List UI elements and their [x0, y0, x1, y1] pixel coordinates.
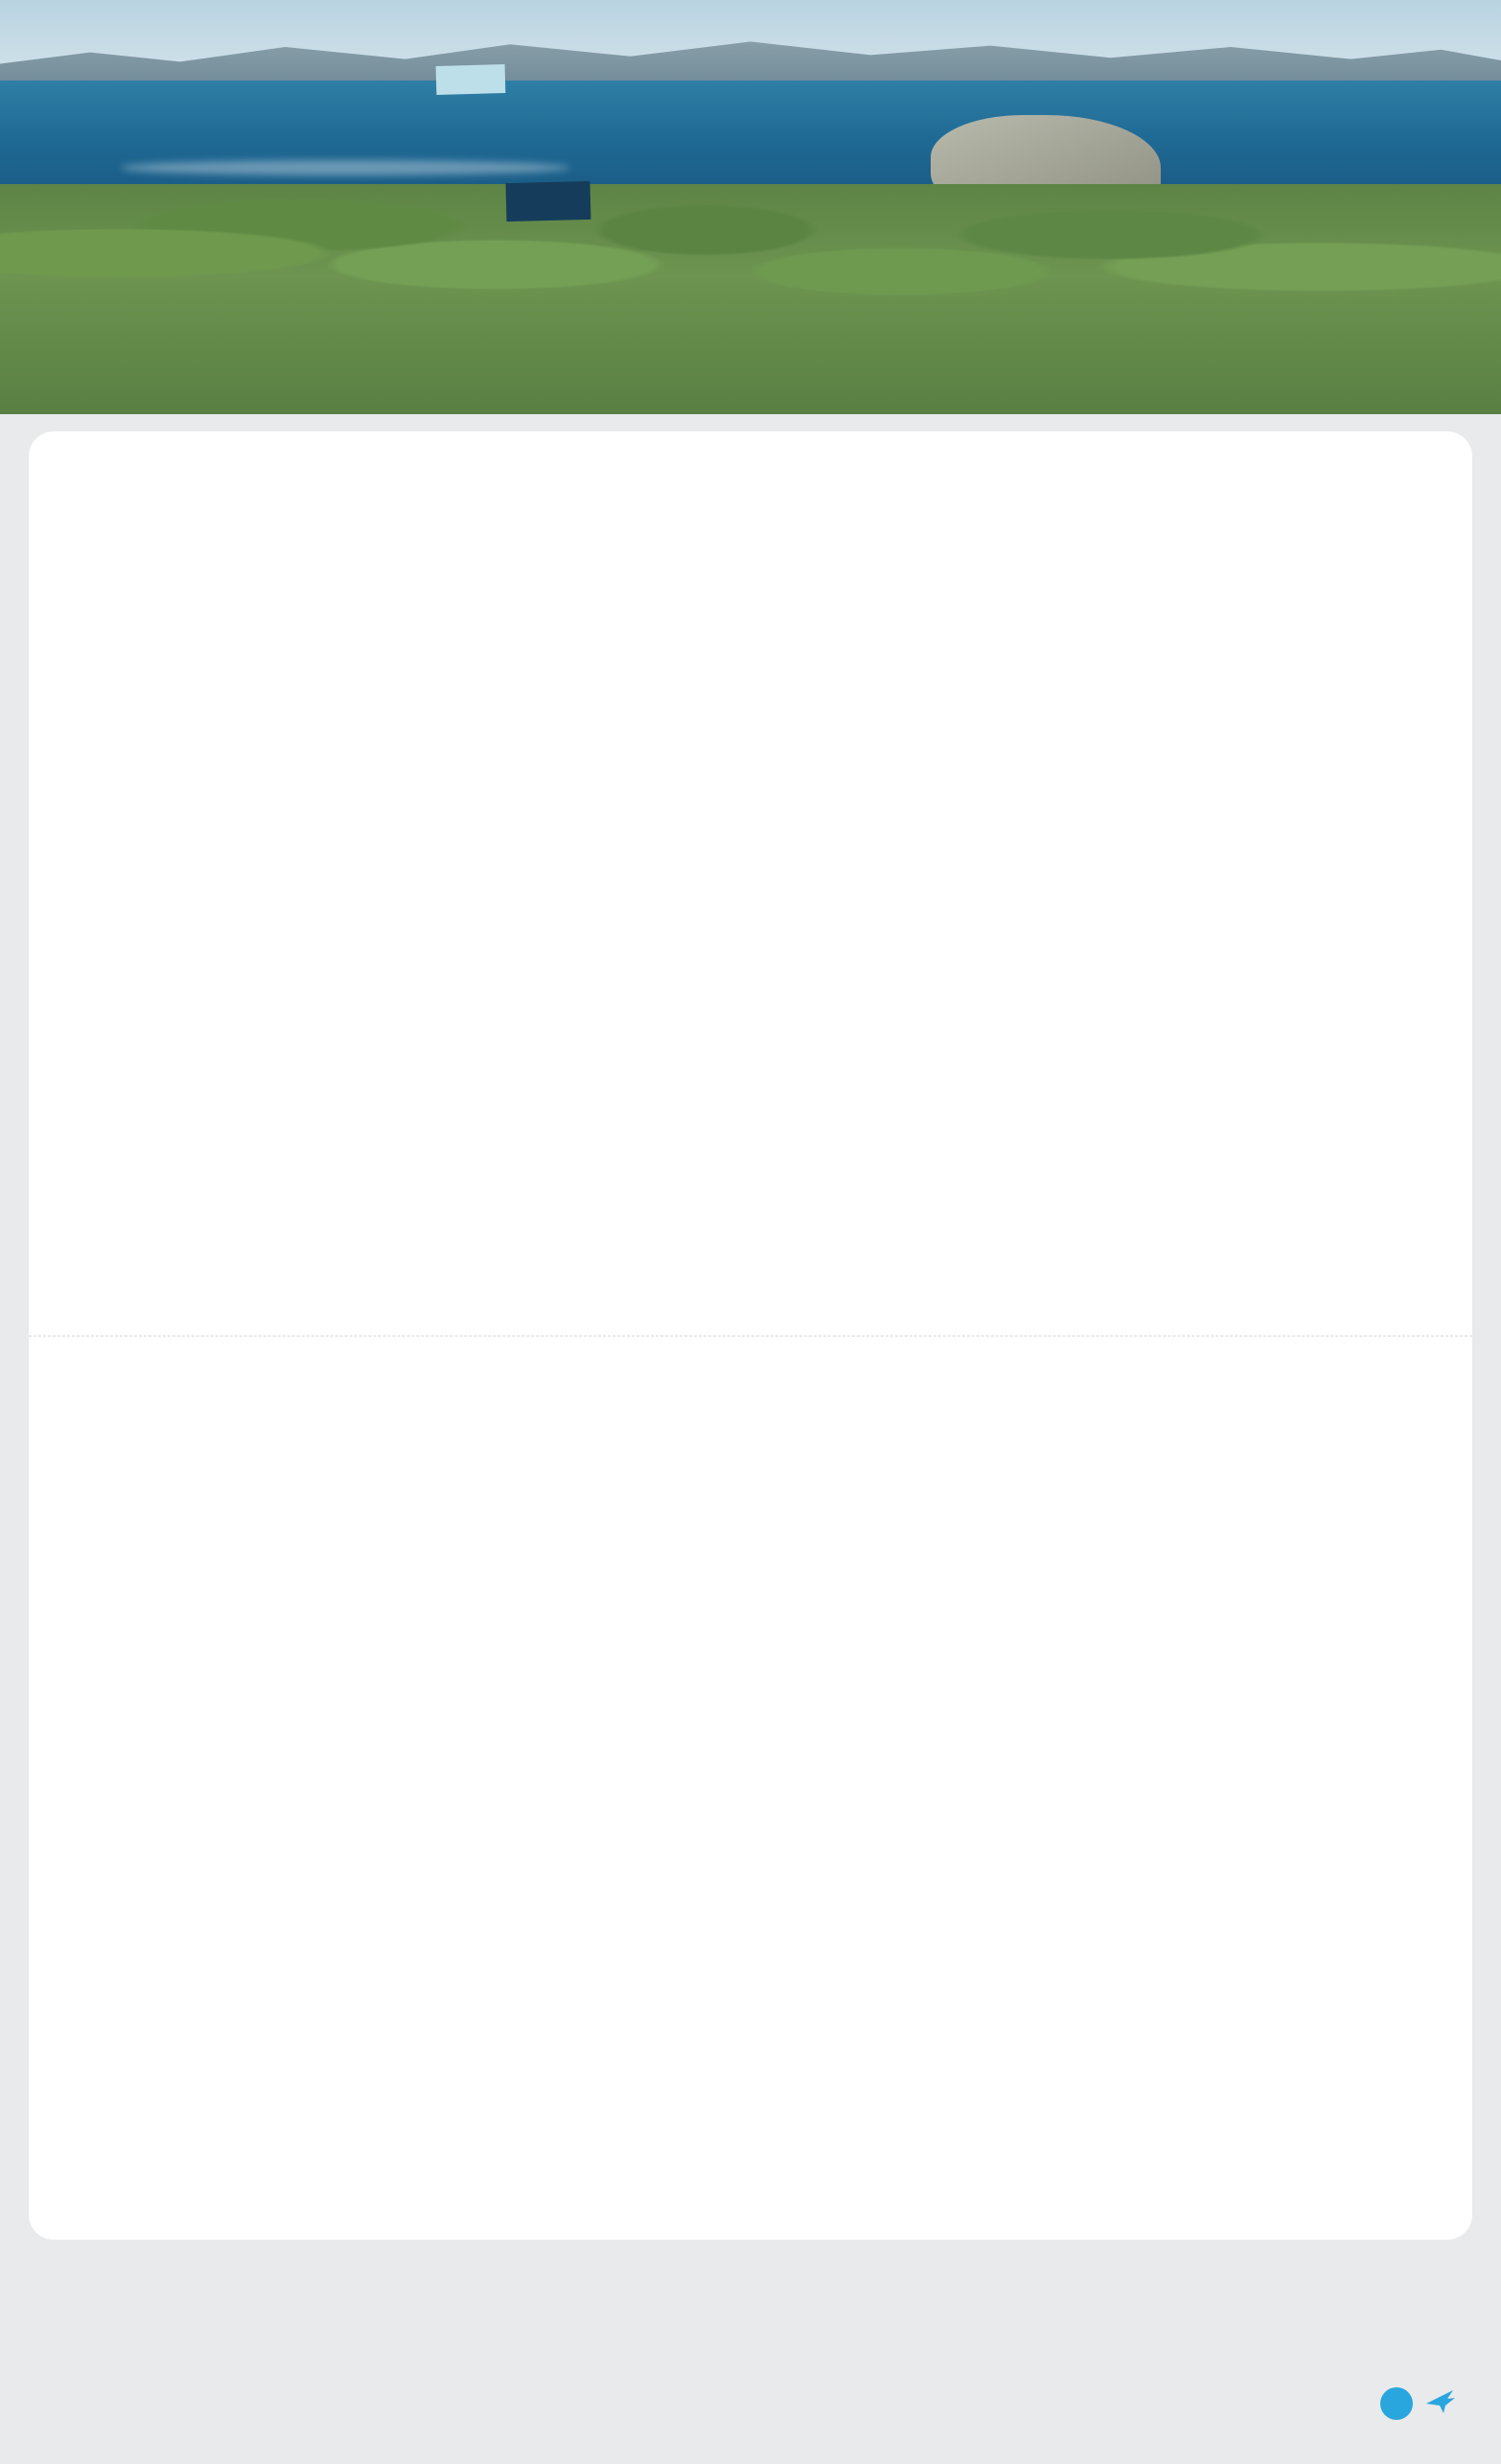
months-row-second-half	[29, 1336, 1472, 2240]
months-card	[29, 431, 1472, 2240]
title-banner-secondary	[506, 181, 591, 221]
site-footer	[1374, 2386, 1457, 2424]
title-banner-primary	[436, 64, 506, 95]
plane-icon	[1424, 2386, 1457, 2420]
vegetation-foreground	[0, 184, 1501, 414]
logo-text-et	[1380, 2387, 1413, 2420]
months-row-first-half	[29, 431, 1472, 1336]
hero-banner	[0, 0, 1501, 414]
logo[interactable]	[1374, 2386, 1457, 2420]
